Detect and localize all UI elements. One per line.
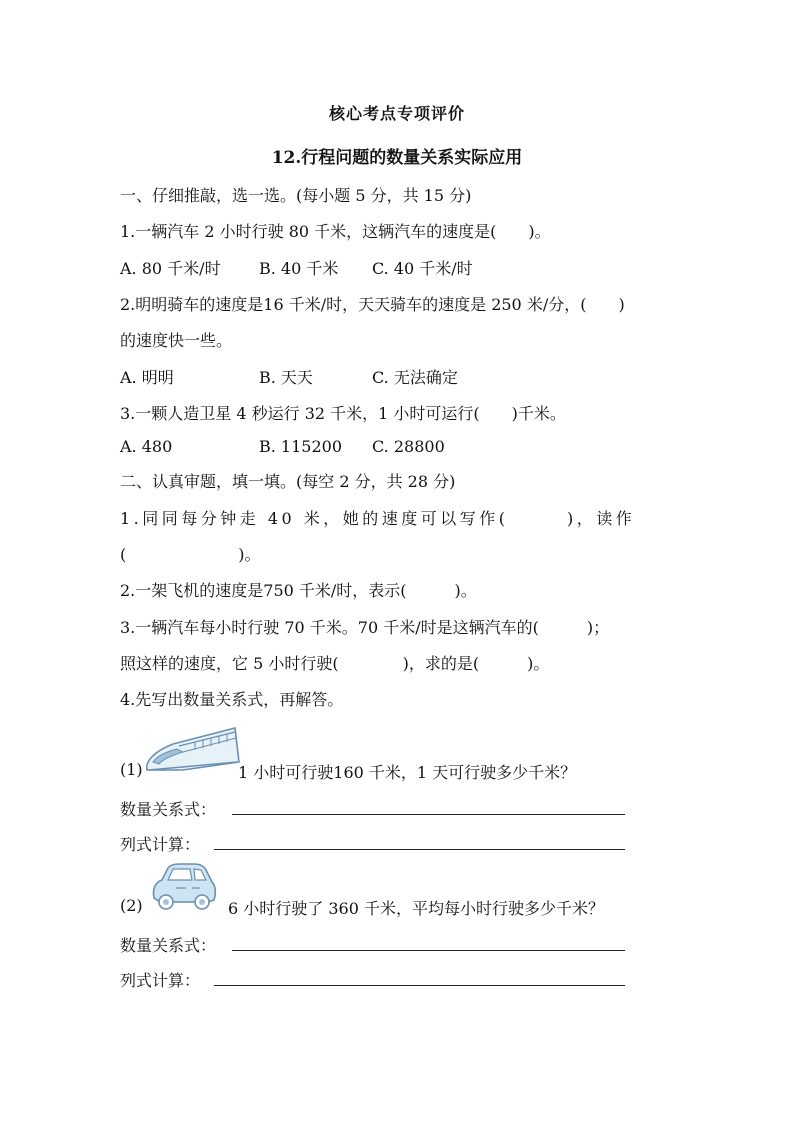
p2-number: (2) bbox=[120, 896, 143, 915]
high-speed-train-icon bbox=[143, 722, 241, 776]
q1-option-c[interactable]: C. 40 千米/时 bbox=[372, 259, 473, 278]
car-icon bbox=[146, 862, 218, 912]
q2-option-b[interactable]: B. 天天 bbox=[259, 368, 313, 387]
q3-option-b[interactable]: B. 115200 bbox=[259, 437, 343, 456]
p2-relation-answer-line[interactable] bbox=[232, 950, 625, 951]
q3-stem: 3.一颗人造卫星 4 秒运行 32 千米，1 小时可运行( )千米。 bbox=[120, 404, 566, 423]
s2-q3-line2: 照这样的速度，它 5 小时行驶( )，求的是( )。 bbox=[120, 654, 550, 673]
section1-heading: 一、仔细推敲，选一选。(每小题 5 分，共 15 分) bbox=[120, 186, 472, 205]
p2-calc-answer-line[interactable] bbox=[214, 985, 625, 986]
p1-text: 1 小时可行驶160 千米，1 天可行驶多少千米？ bbox=[238, 763, 577, 782]
q3-option-c[interactable]: C. 28800 bbox=[372, 437, 445, 456]
q2-stem-line2: 的速度快一些。 bbox=[120, 331, 233, 350]
p2-calc-label: 列式计算： bbox=[120, 971, 201, 990]
q3-options bbox=[120, 437, 445, 456]
q3-option-a[interactable]: A. 480 bbox=[120, 437, 173, 456]
worksheet-subtitle: 12.行程问题的数量关系实际应用 bbox=[271, 148, 523, 168]
q2-option-c[interactable]: C. 无法确定 bbox=[372, 368, 458, 387]
q2-stem-line1: 2.明明骑车的速度是16 千米/时，天天骑车的速度是 250 米/分，( ) bbox=[120, 295, 625, 314]
q2-options bbox=[120, 365, 458, 388]
p1-calc-answer-line[interactable] bbox=[214, 849, 625, 850]
worksheet-title: 核心考点专项评价 bbox=[328, 104, 465, 123]
p2-relation-label: 数量关系式： bbox=[120, 936, 217, 955]
p1-calc-label: 列式计算： bbox=[120, 835, 201, 854]
section2-heading: 二、认真审题，填一填。(每空 2 分，共 28 分) bbox=[120, 472, 456, 491]
s2-q1-line2: ( )。 bbox=[120, 545, 261, 564]
s2-q2: 2.一架飞机的速度是750 千米/时，表示( )。 bbox=[120, 581, 477, 600]
s2-q4: 4.先写出数量关系式，再解答。 bbox=[120, 690, 344, 709]
p1-number: (1) bbox=[120, 760, 143, 779]
q1-option-a[interactable]: A. 80 千米/时 bbox=[120, 259, 221, 278]
q2-option-a[interactable]: A. 明明 bbox=[120, 368, 174, 387]
p1-relation-answer-line[interactable] bbox=[232, 814, 625, 815]
s2-q3-line1: 3.一辆汽车每小时行驶 70 千米。70 千米/时是这辆汽车的( )； bbox=[120, 618, 610, 637]
p2-text: 6 小时行驶了 360 千米，平均每小时行驶多少千米？ bbox=[228, 899, 604, 918]
q1-stem: 1.一辆汽车 2 小时行驶 80 千米，这辆汽车的速度是( )。 bbox=[120, 222, 551, 241]
p1-relation-label: 数量关系式： bbox=[120, 800, 217, 819]
q1-option-b[interactable]: B. 40 千米 bbox=[259, 259, 339, 278]
s2-q1-line1: 1.同同每分钟走 40 米，她的速度可以写作( )，读作 bbox=[120, 509, 636, 528]
q1-options bbox=[120, 256, 473, 279]
